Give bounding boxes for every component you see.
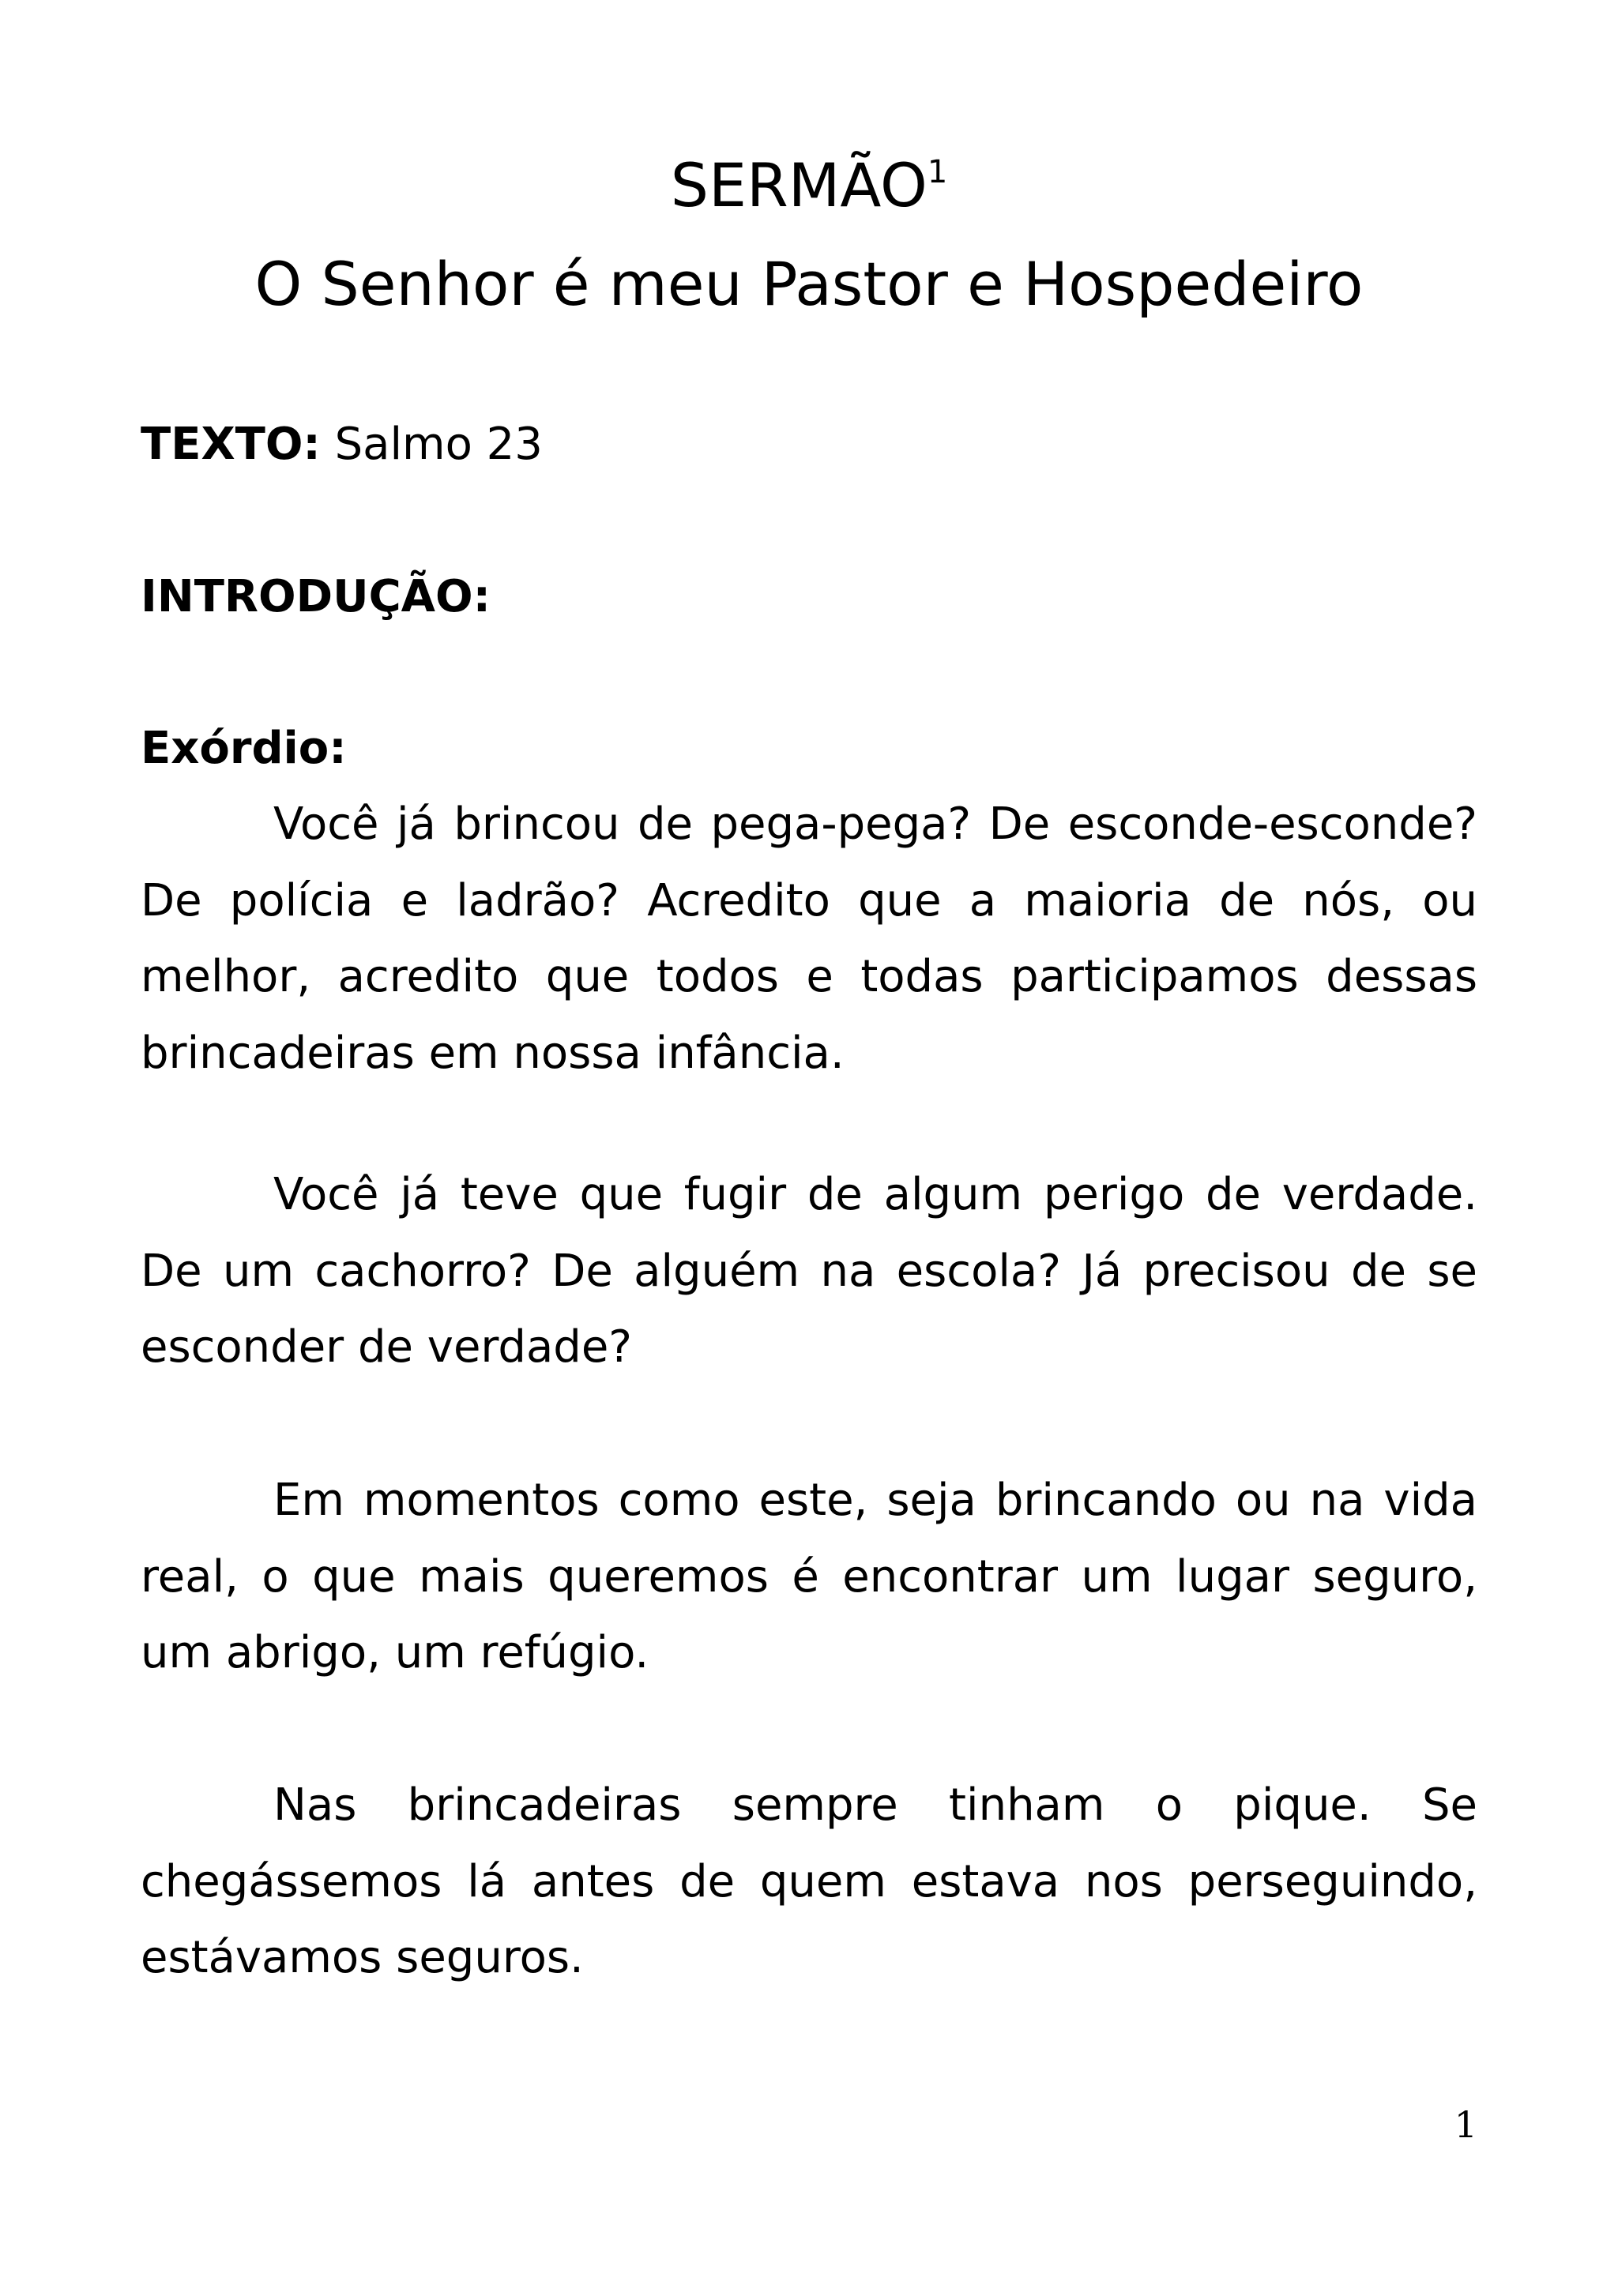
paragraph-4: Nas brincadeiras sempre tinham o pique. Se chegássemos lá antes de quem estava nos perseguindo, estávamos seguros. [141, 1779, 1477, 1983]
texto-line [141, 407, 543, 483]
exordio-heading [141, 711, 347, 787]
page-subtitle: O Senhor é meu Pastor e Hospedeiro [254, 249, 1364, 319]
intro-heading-text: INTRODUÇÃO: [141, 571, 491, 622]
paragraph-1: Você já brincou de pega-pega? De esconde-esconde? De polícia e ladrão? Acredito que a maioria de nós, ou melhor, acredito que todos e todas participamos dessas brincadeiras em nossa infância. [141, 799, 1477, 1079]
texto-value: Salmo 23 [320, 419, 543, 470]
exordio-heading-text: Exórdio: [141, 723, 347, 774]
title-text: SERMÃO [670, 150, 928, 220]
page-title [0, 146, 1618, 225]
paragraph-3: Em momentos como este, seja brincando ou na vida real, o que mais queremos é encontrar um lugar seguro, um abrigo, um refúgio. [141, 1475, 1477, 1678]
intro-heading [141, 559, 491, 635]
footnote-marker: 1 [927, 154, 948, 190]
paragraph-2: Você já teve que fugir de algum perigo de verdade. De um cachorro? De alguém na escola? Já precisou de se esconder de verdade? [141, 1169, 1477, 1373]
page-number: 1 [1454, 2103, 1477, 2146]
texto-label: TEXTO: [141, 419, 321, 470]
